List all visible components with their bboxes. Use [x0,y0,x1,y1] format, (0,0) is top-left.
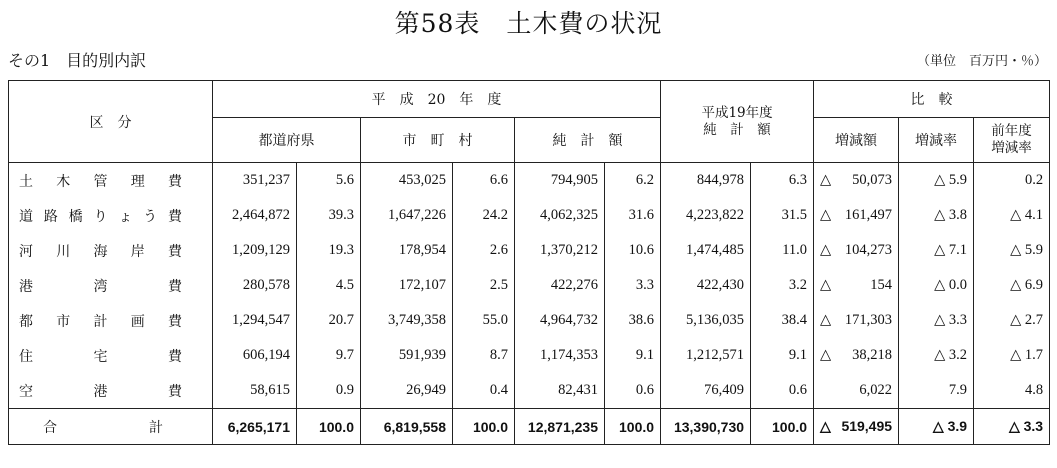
decrease-mark: △ [820,277,832,293]
change-rate-cell: △ 5.9 [899,163,974,199]
header-fy20 [213,81,661,118]
change-amount-cell [814,409,899,445]
net-total-share-cell: 0.6 [605,373,661,409]
prev-year-share-cell: 31.5 [751,198,814,233]
prev-year-share-cell: 6.3 [751,163,814,199]
table-row [9,303,1050,338]
municipality-share-cell: 24.2 [453,198,515,233]
municipality-amount-cell: 591,939 [361,338,453,373]
prev-year-share-cell: 100.0 [751,409,814,445]
net-total-amount-cell: 12,871,235 [515,409,605,445]
municipality-share-cell: 8.7 [453,338,515,373]
header-net-total [515,118,661,163]
category-cell [9,373,213,409]
net-total-amount-cell: 4,062,325 [515,198,605,233]
prev-year-amount-cell: 1,474,485 [661,233,751,268]
table-row [9,268,1050,303]
change-amount-cell [814,373,899,409]
prefecture-amount-cell: 58,615 [213,373,297,409]
change-amount-value: 50,073 [852,172,893,188]
change-amount-value: 519,495 [841,418,893,434]
net-total-share-cell: 10.6 [605,233,661,268]
change-amount-value: 104,273 [844,242,893,258]
header-municipality-label: 市 町 村 [402,133,473,149]
header-category [9,81,213,163]
table-row [9,233,1050,268]
prev-year-amount-cell: 13,390,730 [661,409,751,445]
change-rate-cell: △ 3.2 [899,338,974,373]
prev-year-share-cell: 0.6 [751,373,814,409]
header-fy19-line1: 平成19年度 [701,104,773,121]
net-total-amount-cell: 4,964,732 [515,303,605,338]
prev-year-change-rate-cell: △ 3.3 [974,409,1050,445]
prev-year-amount-cell: 1,212,571 [661,338,751,373]
prefecture-amount-cell: 1,209,129 [213,233,297,268]
header-fy19 [661,81,814,163]
municipality-share-cell: 100.0 [453,409,515,445]
municipality-amount-cell: 453,025 [361,163,453,199]
change-rate-cell: 7.9 [899,373,974,409]
change-rate-cell: △ 0.0 [899,268,974,303]
prev-year-amount-cell: 4,223,822 [661,198,751,233]
prefecture-amount-cell: 1,294,547 [213,303,297,338]
municipality-share-cell: 6.6 [453,163,515,199]
change-rate-cell: △ 7.1 [899,233,974,268]
header-category-label: 区 分 [89,114,132,131]
prefecture-share-cell: 4.5 [297,268,361,303]
table-title: 第58表 土木費の状況 [394,9,663,38]
decrease-mark: △ [820,347,832,363]
prefecture-share-cell: 9.7 [297,338,361,373]
prev-year-amount-cell: 5,136,035 [661,303,751,338]
header-change-amount-label: 増減額 [835,133,878,149]
prefecture-amount-cell: 606,194 [213,338,297,373]
prev-year-change-rate-cell: △ 5.9 [974,233,1050,268]
category-cell [9,303,213,338]
municipality-amount-cell: 26,949 [361,373,453,409]
decrease-mark: △ [820,242,832,258]
header-prev-rate-line1: 前年度 [991,123,1032,139]
change-amount-cell [814,338,899,373]
municipality-share-cell: 2.6 [453,233,515,268]
header-prefecture-label: 都道府県 [258,133,315,149]
prev-year-change-rate-cell: △ 2.7 [974,303,1050,338]
header-prefecture [213,118,361,163]
table-row [9,198,1050,233]
net-total-amount-cell: 1,174,353 [515,338,605,373]
change-amount-value: 161,497 [844,207,893,223]
civil-engineering-expense-table [8,80,1050,445]
change-amount-value: 6,022 [859,382,893,398]
prev-year-amount-cell: 422,430 [661,268,751,303]
header-prev-rate-line2: 増減率 [991,140,1032,156]
net-total-share-cell: 38.6 [605,303,661,338]
prev-year-share-cell: 9.1 [751,338,814,373]
prefecture-share-cell: 100.0 [297,409,361,445]
municipality-amount-cell: 6,819,558 [361,409,453,445]
prefecture-amount-cell: 280,578 [213,268,297,303]
net-total-amount-cell: 794,905 [515,163,605,199]
change-amount-cell [814,233,899,268]
change-amount-value: 171,303 [844,312,893,328]
table-row [9,163,1050,199]
prefecture-share-cell: 39.3 [297,198,361,233]
category-cell [9,409,213,445]
municipality-share-cell: 2.5 [453,268,515,303]
decrease-mark: △ [820,312,832,328]
category-cell [9,268,213,303]
category-cell [9,163,213,199]
change-amount-cell [814,268,899,303]
net-total-amount-cell: 82,431 [515,373,605,409]
category-cell [9,233,213,268]
net-total-share-cell: 100.0 [605,409,661,445]
category-name: 道路橋りょう費 [19,208,182,225]
net-total-share-cell: 9.1 [605,338,661,373]
change-amount-value: 38,218 [852,347,893,363]
header-change-rate-label: 増減率 [915,133,958,149]
category-name: 河川海岸費 [19,243,182,260]
category-name: 住宅費 [19,348,182,365]
prev-year-change-rate-cell: △ 6.9 [974,268,1050,303]
table-row [9,338,1050,373]
decrease-mark: △ [820,418,831,434]
municipality-amount-cell: 1,647,226 [361,198,453,233]
header-fy19-line2: 純 計 額 [703,121,771,138]
header-municipality [361,118,515,163]
prefecture-amount-cell: 2,464,872 [213,198,297,233]
prefecture-share-cell: 0.9 [297,373,361,409]
net-total-amount-cell: 422,276 [515,268,605,303]
prefecture-amount-cell: 351,237 [213,163,297,199]
prev-year-share-cell: 3.2 [751,268,814,303]
category-cell [9,338,213,373]
prev-year-amount-cell: 76,409 [661,373,751,409]
unit-note: （単位 百万円・％） [916,54,1047,69]
header-compare [814,81,1050,118]
municipality-share-cell: 55.0 [453,303,515,338]
municipality-share-cell: 0.4 [453,373,515,409]
prev-year-change-rate-cell: 4.8 [974,373,1050,409]
table-row [9,373,1050,409]
change-rate-cell: △ 3.3 [899,303,974,338]
change-amount-value: 154 [870,277,893,293]
prefecture-amount-cell: 6,265,171 [213,409,297,445]
category-name: 都市計画費 [19,313,182,330]
net-total-amount-cell: 1,370,212 [515,233,605,268]
municipality-amount-cell: 178,954 [361,233,453,268]
header-fy20-label: 平 成 20 年 度 [371,92,502,108]
table-body [9,163,1050,445]
prev-year-share-cell: 38.4 [751,303,814,338]
prefecture-share-cell: 5.6 [297,163,361,199]
net-total-share-cell: 3.3 [605,268,661,303]
net-total-share-cell: 31.6 [605,198,661,233]
category-name: 土木管理費 [19,173,182,190]
table-subtitle: その1 目的別内訳 [8,51,147,70]
change-amount-cell [814,303,899,338]
prev-year-amount-cell: 844,978 [661,163,751,199]
category-name: 空港費 [19,383,182,400]
municipality-amount-cell: 3,749,358 [361,303,453,338]
prev-year-change-rate-cell: 0.2 [974,163,1050,199]
prefecture-share-cell: 20.7 [297,303,361,338]
header-compare-label: 比 較 [910,92,953,108]
decrease-mark: △ [820,172,832,188]
prefecture-share-cell: 19.3 [297,233,361,268]
header-change-rate [899,118,974,163]
change-amount-cell [814,198,899,233]
change-rate-cell: △ 3.9 [899,409,974,445]
municipality-amount-cell: 172,107 [361,268,453,303]
category-name: 港湾費 [19,278,182,295]
change-amount-cell [814,163,899,199]
change-rate-cell: △ 3.8 [899,198,974,233]
header-change-amount [814,118,899,163]
decrease-mark: △ [820,207,832,223]
prev-year-change-rate-cell: △ 1.7 [974,338,1050,373]
header-net-total-label: 純 計 額 [552,133,623,149]
prev-year-change-rate-cell: △ 4.1 [974,198,1050,233]
category-name: 合計 [43,419,163,436]
header-prev-rate [974,118,1050,163]
total-row [9,409,1050,445]
category-cell [9,198,213,233]
prev-year-share-cell: 11.0 [751,233,814,268]
net-total-share-cell: 6.2 [605,163,661,199]
